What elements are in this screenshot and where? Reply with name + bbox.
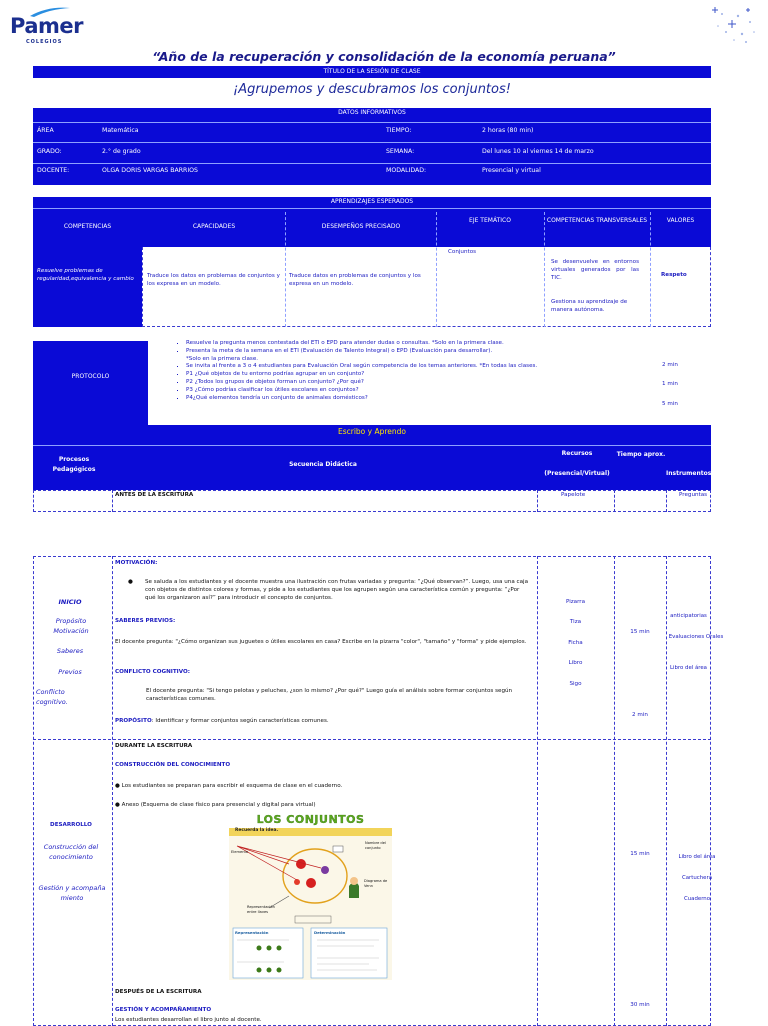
datos-grado-key: GRADO: [37,148,62,155]
inicio-sub-conflicto: Conflicto cognitivo. [36,688,68,706]
inicio-recurso-3: Ficha [568,640,583,646]
col-valores: VALORES [666,217,695,224]
transversal-2-text: Gestiona su aprendizaje de manera autónoma. [551,299,628,313]
figure-label-elemento: Elemento [231,850,249,854]
datos-semana-key: SEMANA: [386,148,415,155]
protocolo-label: PROTOCOLO [71,373,110,380]
desarrollo-instr-2: Cartuchera [681,875,713,881]
aprendizajes-title: APRENDIZAJES ESPERADOS [330,198,414,205]
inicio-sub-saberes: Saberes [56,647,84,655]
figure-title: LOS CONJUNTOS [256,813,365,826]
protocolo-time-3: 5 min [662,401,678,407]
desarrollo-col [34,740,112,1024]
bullet-icon: ● [128,579,133,585]
saberes-label: SABERES PREVIOS: [115,618,176,624]
logo [10,6,83,45]
datos-tiempo-value: 2 horas (80 min) [482,127,534,134]
datos-semana-value: Del lunes 10 al viernes 14 de marzo [482,148,594,155]
col-eje-tematico: EJE TEMÁTICO [469,217,511,224]
protocolo-time-1: 2 min [662,362,678,368]
datos-header: DATOS INFORMATIVOS [338,109,406,116]
protocolo-item: ▪ Presenta la meta de la semana en el ETI (Evaluación de Talento Integral) o EPD (Evaluación para desarrollar). [186,348,640,356]
desarrollo-time-1: 15 min [630,851,650,857]
logo-brand: Pamer [10,14,83,38]
antes-recurso: Papelote [561,492,586,498]
protocolo-item: ▪ Se invita al frente a 3 o 4 estudiantes para Evaluación Oral según competencia de los temas anteriores. *En todas las clases. [186,363,640,371]
proposito-text: : Identificar y formar conjuntos según características comunes. [151,718,329,724]
datos-docente-value: OLGA DORIS VARGAS BARRIOS [102,167,198,174]
antes-label: ANTES DE LA ESCRITURA [115,492,194,498]
construccion-bullet-2: ● Anexo (Esquema de clase físico para presencial y digital para virtual) [115,802,316,808]
inicio-time-1: 15 min [630,629,650,635]
datos-docente-key: DOCENTE: [37,167,70,174]
eje-text: Conjuntos [448,249,477,255]
col-recursos-sub: (Presencial/Virtual) [544,470,610,477]
session-title: ¡Agrupemos y descubramos los conjuntos! [233,82,511,97]
inicio-instr-2: Evaluaciones Orales [668,634,724,640]
protocolo-item: ▪ P4¿Qué elementos tendría un conjunto de animales domésticos? [186,395,640,403]
inicio-col [34,556,112,739]
inicio-title: INICIO [58,598,82,606]
conflicto-label: CONFLICTO COGNITIVO: [115,669,190,675]
gestion-text: Los estudiantes desarrollan el libro junto al docente. [115,1017,262,1023]
competencia-text: Resuelve problemas de regularidad,equivalencia y cambio [37,268,134,282]
figure-label-determinacion: Determinación [314,930,346,935]
datos-area-key: ÁREA [37,127,54,134]
proposito-label: PROPÓSITO [115,718,152,724]
protocolo-time-2: 1 min [662,381,678,387]
figure-label-venn: Diagrama de Venn [364,879,388,888]
transversal-1-text: Se desenvuelve en entornos virtuales generados por las TIC. [551,259,639,281]
protocolo-cell [33,341,148,425]
desarrollo-sub-gestion: Gestión y acompañamiento [38,884,106,902]
protocolo-item: *Solo en la primera clase. [186,355,259,362]
inicio-instr-3: Libro del área [669,665,707,671]
inicio-recurso-2: Tiza [569,619,582,625]
desarrollo-title: DESARROLLO [50,822,92,828]
datos-informativos [33,108,711,185]
conflicto-text: El docente pregunta: "Si tengo pelotas y peluches, ¿son lo mismo? ¿Por qué?" Luego guía el análisis sobre formar conjuntos según características comunes. [146,688,513,702]
gestion-label: GESTIÓN Y ACOMPAÑAMIENTO [115,1007,212,1013]
protocolo-item: ▪ Resuelve la pregunta menos contestada del ETI o EPD para atender dudas o consultas. *Solo en la primera clase. [186,340,640,348]
figure-label-llaves: Representación entre llaves [247,905,275,914]
despues-label: DESPUÉS DE LA ESCRITURA [115,989,202,995]
col-tiempo: Tiempo aprox. [616,451,666,458]
figure-label-representacion: Representación [235,930,269,935]
sparkle-decoration-icon [700,2,760,46]
aprendizajes-header [33,197,711,247]
proposito-line [115,717,329,725]
col-procesos: Procesos Pedagógicos [52,456,96,473]
protocolo-item: ▪ P1 ¿Qué objetos de tu entorno podrías agrupar en un conjunto? [186,371,640,379]
durante-label: DURANTE LA ESCRITURA [115,743,193,749]
logo-sub: COLEGIOS [26,39,63,45]
construccion-bullet-1: ● Los estudiantes se preparan para escribir el esquema de clase en el cuaderno. [115,783,343,789]
datos-tiempo-key: TIEMPO: [386,127,412,134]
escribo-header [33,425,711,490]
datos-area-value: Matemática [102,127,139,134]
datos-grado-value: 2.° de grado [102,148,141,155]
protocolo-item: ▪ P2 ¿Todos los grupos de objetos forman un conjunto? ¿Por qué? [186,379,640,387]
desempeno-text: Traduce datos en problemas de conjuntos y los expresa en un modelo. [289,273,421,287]
inicio-sub-previos: Previos [58,668,82,676]
protocolo-item: ▪ P3 ¿Cómo podrías clasificar los útiles escolares en conjuntos? [186,387,640,395]
saberes-text: El docente pregunta: "¿Cómo organizan sus juguetes o útiles escolares en casa? Escribe en la pizarra "color", "tamaño" y "forma" y pide ejemplos. [115,639,527,645]
inicio-sub-proposito: Propósito Motivación [53,617,89,635]
bullet-icon: ● [115,783,120,789]
antes-instrumento: Preguntas [679,492,708,498]
inicio-recurso-1: Pizarra [565,599,586,605]
datos-modalidad-value: Presencial y virtual [482,167,541,174]
datos-modalidad-key: MODALIDAD: [386,167,427,174]
figure-banner [229,828,392,836]
col-recursos: Recursos [561,450,593,457]
motivacion-label: MOTIVACIÓN: [115,560,158,566]
col-secuencia: Secuencia Didáctica [289,461,357,468]
col-competencias: COMPETENCIAS [63,223,112,230]
construccion-label: CONSTRUCCIÓN DEL CONOCIMIENTO [115,762,231,768]
valor-text: Respeto [661,272,687,278]
col-instrumentos: Instrumentos [666,470,712,477]
inicio-instr-1: anticipatorias [670,613,707,619]
inicio-recurso-5: Sigo [569,681,582,687]
conjuntos-figure [229,813,392,980]
bullet-icon: ● [115,802,120,808]
motivacion-text: ● Se saluda a los estudiantes y el docente muestra una ilustración con frutas variadas y pregunta: “¿Qué observan?”. Luego, usa una caja con objetos de distintos colores y formas, y pide a los estudiantes que los agrupen según una característica común y pregunta: “¿Por qué los organizaron así?” para introducir el concepto de conjuntos. [128,579,529,601]
figure-label-nombre: Nombre del conjunto [365,841,386,850]
protocolo-list [150,340,640,402]
figure-sub: Recuerda la idea. [235,828,279,833]
desarrollo-instr-3: Cuaderno [683,896,711,902]
desarrollo-sub-construccion: Construcción del conocimiento [43,843,99,861]
col-competencias-transversales: COMPETENCIAS TRANSVERSALES [546,217,648,224]
col-capacidades: CAPACIDADES [192,223,236,230]
motto: “Año de la recuperación y consolidación de la economía peruana” [152,49,616,64]
col-desempenos: DESEMPEÑOS PRECISADO [321,223,401,230]
desarrollo-instr-1: Libro del área [678,854,716,860]
capacidad-text: Traduce los datos en problemas de conjuntos y los expresa en un modelo. [147,273,280,287]
desarrollo-time-2: 30 min [630,1002,650,1008]
inicio-recurso-4: Libro [568,660,583,666]
inicio-time-2: 2 min [632,712,648,718]
escribo-title: Escribo y Aprendo [337,427,407,436]
competencia-cell [33,247,142,327]
session-header: TÍTULO DE LA SESIÓN DE CLASE [33,66,711,78]
